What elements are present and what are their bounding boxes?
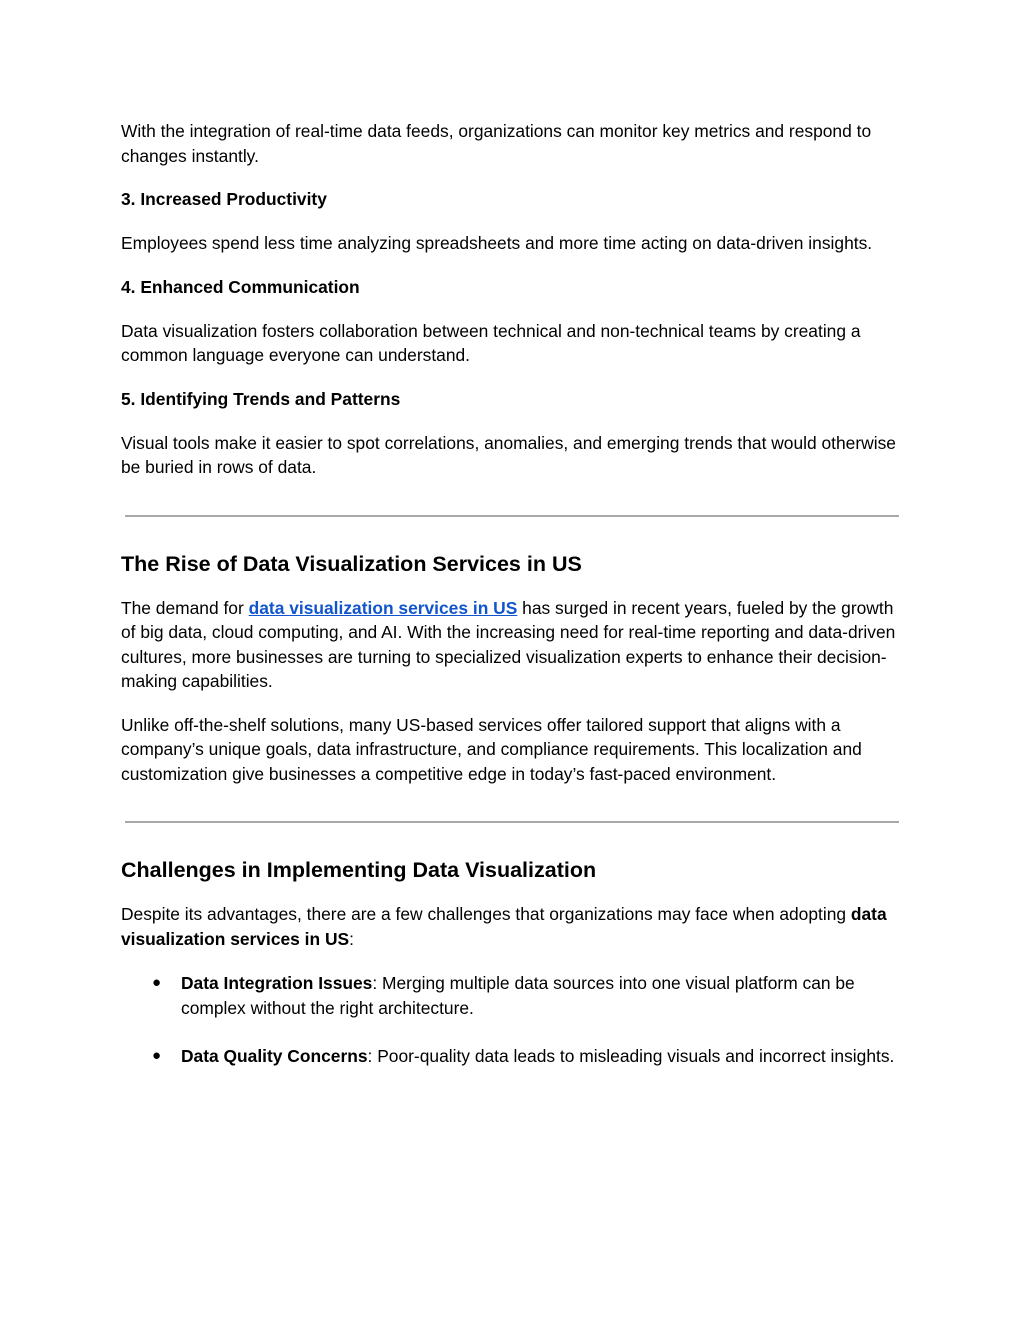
benefit-heading-productivity: 3. Increased Productivity [121,189,327,209]
section-title-challenges: Challenges in Implementing Data Visualization [121,858,597,882]
section-divider [125,821,899,823]
bullet-icon: ● [152,974,162,991]
challenges-intro-paragraph [121,902,911,951]
section-divider [125,515,899,517]
list-item [121,971,911,1020]
benefit-body-trends: Visual tools make it easier to spot correlations, anomalies, and emerging trends that would otherwise be buried in rows of data. [121,432,896,477]
intro-paragraph: With the integration of real-time data feeds, organizations can monitor key metrics and respond to changes instantly. [121,121,872,166]
rise-paragraph-1 [121,596,911,694]
challenge-text: : Poor-quality data leads to misleading visuals and incorrect insights. [367,1046,895,1066]
benefit-body-productivity: Employees spend less time analyzing spreadsheets and more time acting on data-driven insights. [121,233,873,253]
challenges-list [121,971,911,1069]
bullet-icon: ● [152,1047,162,1064]
challenge-text: : Merging multiple data sources into one visual platform can be complex without the right architecture. [181,973,855,1018]
rise-text-before-link: The demand for [121,597,249,618]
challenge-title: Data Integration Issues [181,973,373,993]
benefit-body-communication: Data visualization fosters collaboration between technical and non-technical teams by creating a common language everyone can understand. [121,320,861,365]
challenges-intro-colon: : [349,928,354,949]
benefit-heading-communication: 4. Enhanced Communication [121,276,360,297]
challenge-title: Data Quality Concerns [181,1046,368,1066]
benefit-heading-trends: 5. Identifying Trends and Patterns [121,388,401,409]
data-visualization-services-link[interactable]: data visualization services in US [248,597,518,618]
challenges-intro-text: Despite its advantages, there are a few challenges that organizations may face when adopting [121,904,851,924]
challenges-intro-bold: data visualization services in US [121,904,887,949]
document-page [121,119,911,1093]
section-title-rise: The Rise of Data Visualization Services in US [121,551,582,576]
list-item [121,1044,911,1069]
rise-text-after-link: has surged in recent years, fueled by the growth of big data, cloud computing, and AI. With the increasing need for real-time reporting and data-driven cultures, more businesses are turning to specialized visualization experts to enhance their decision-making capabilities. [121,597,896,691]
rise-paragraph-2: Unlike off-the-shelf solutions, many US-based services offer tailored support that aligns with a company’s unique goals, data infrastructure, and compliance requirements. This localization and customization give businesses a competitive edge in today’s fast-paced environment. [121,714,862,784]
